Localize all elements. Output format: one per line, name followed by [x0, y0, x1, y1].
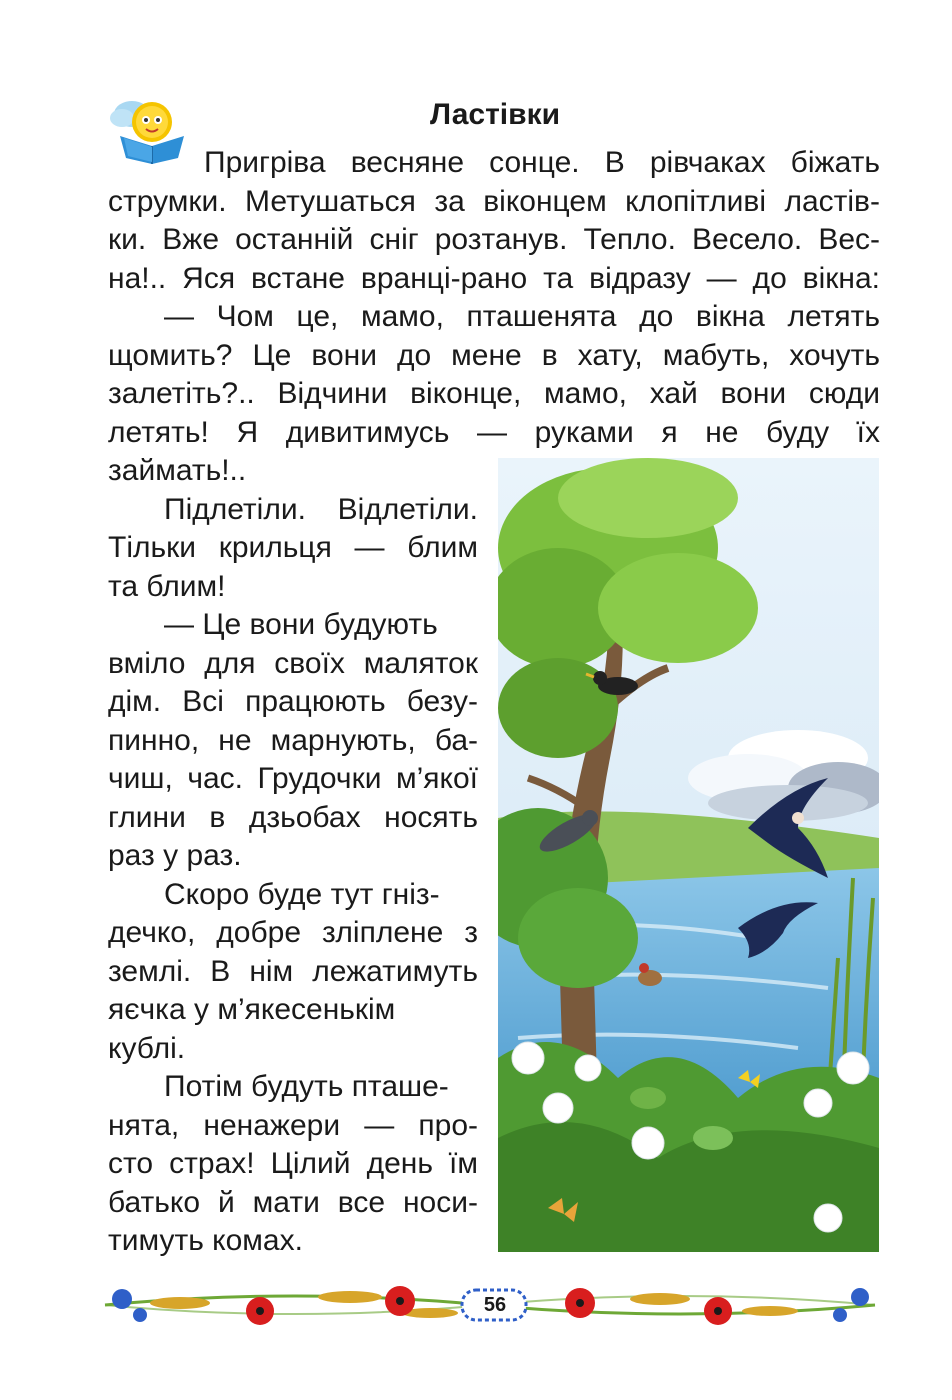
paragraph-4-line-2: вміло для своїх маляток	[108, 646, 478, 680]
paragraph-3-line-3: та блим!	[108, 569, 226, 603]
paragraph-5-line-2: дечко, добре зліплене з	[108, 916, 478, 949]
paragraph-4-line-3: дім. Всі працюють безу-	[108, 685, 478, 718]
paragraph-6-line-1: Потім будуть пташе-	[164, 1070, 449, 1103]
paragraph-1-line-1: Пригріва весняне сонце. В рівчаках біжать	[204, 146, 880, 179]
paragraph-6-line-4: батько й мати все носи-	[108, 1185, 478, 1219]
paragraph-5-line-5: кублі.	[108, 1031, 186, 1065]
paragraph-2-line-1: — Чом це, мамо, пташенята до вікна летять	[164, 300, 880, 333]
paragraph-4-line-5: чиш, час. Грудочки м’якої	[108, 762, 478, 795]
paragraph-6-line-3: сто страх! Цілий день їм	[108, 1147, 478, 1180]
paragraph-3-line-2: Тільки крильця — блим	[108, 531, 478, 564]
story-title: Ластівки	[429, 98, 561, 131]
paragraph-4-line-4: пинно, не марнують, ба-	[108, 723, 478, 757]
paragraph-1-line-2: струмки. Метушаться за віконцем клопітливі ластів-	[108, 184, 880, 218]
paragraph-2-line-2: щомить? Це вони до мене в хату, мабуть, хочуть	[108, 338, 880, 372]
paragraph-5-line-4: яєчка у м’якесенькім	[108, 993, 396, 1026]
paragraph-5-line-1: Скоро буде тут гніз-	[164, 877, 440, 911]
page-number: 56	[483, 1294, 507, 1316]
paragraph-4-line-7: раз у раз.	[108, 839, 242, 872]
paragraph-6-line-5: тимуть комах.	[108, 1224, 303, 1257]
paragraph-6-line-2: нята, ненажери — про-	[108, 1108, 478, 1142]
paragraph-2-line-4: летять! Я дивитимусь — руками я не буду їх	[108, 415, 880, 449]
paragraph-2-line-5: займать!..	[108, 454, 247, 487]
paragraph-2-line-3: залетіть?.. Відчини віконце, мамо, хай вони сюди	[108, 377, 880, 410]
paragraph-1-line-3: ки. Вже останній сніг розтанув. Тепло. Весело. Вес-	[108, 223, 880, 256]
spring-river-illustration	[498, 458, 879, 1252]
paragraph-4-line-1: — Це вони будують	[164, 608, 438, 641]
paragraph-1-line-4: на!.. Яся встане вранці-рано та відразу — до вікна:	[108, 261, 880, 295]
paragraph-3-line-1: Підлетіли. Відлетіли.	[164, 492, 478, 526]
paragraph-5-line-3: землі. В нім лежатимуть	[108, 954, 478, 988]
paragraph-4-line-6: глини в дзьобах носять	[108, 800, 478, 834]
